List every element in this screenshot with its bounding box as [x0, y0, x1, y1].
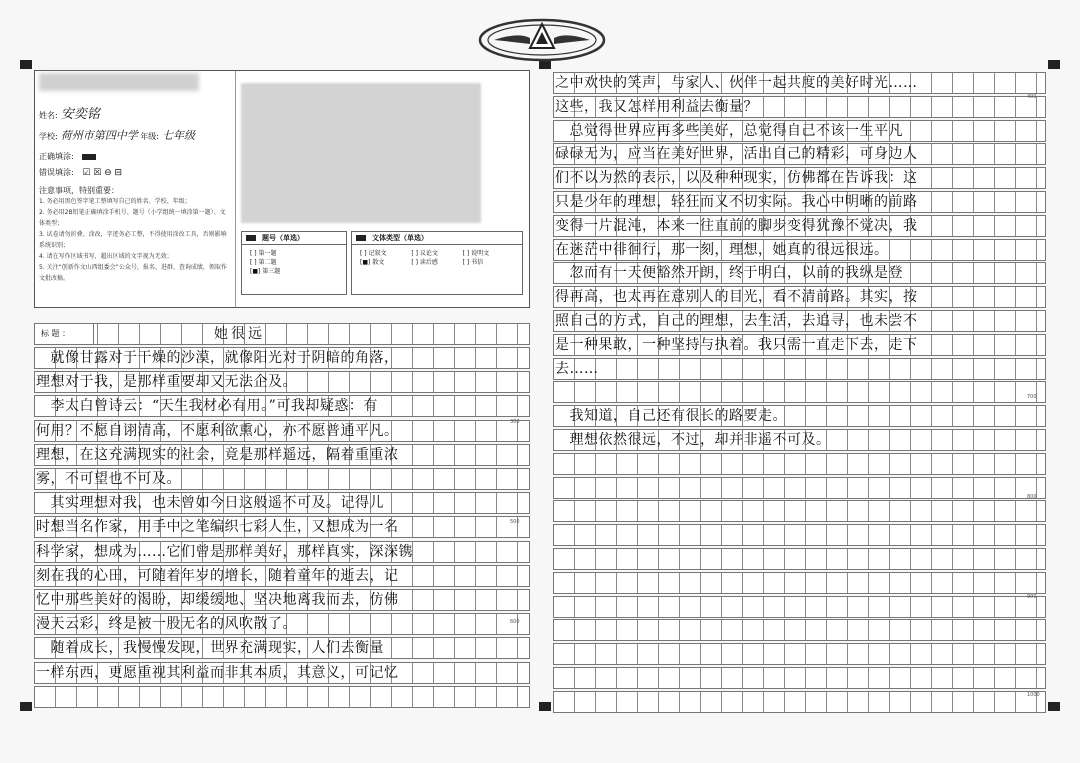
essay-line: 这些，我又怎样用利益去衡量？ [555, 98, 758, 115]
essay-line: 得再高，也太再在意别人的目光，看不清前路。其实，按 [555, 289, 918, 306]
registration-mark [20, 702, 32, 711]
student-info [35, 71, 236, 307]
notice-list [39, 185, 229, 284]
genre-option[interactable]: [ ] 记叙文 [360, 250, 387, 257]
registration-mark [1048, 702, 1060, 711]
word-count: 700 [1027, 394, 1037, 400]
word-count: 300 [510, 419, 520, 425]
genre-option[interactable]: [ ] 读后感 [411, 259, 438, 266]
essay-line: 时想当名作家，用手中之笔编织七彩人生，又想成为一名 [36, 519, 399, 536]
grade-label: 年级: [140, 132, 159, 141]
name-value: 安奕铭 [60, 107, 100, 122]
registration-mark [1048, 60, 1060, 69]
notice-item: 2. 务必用2B铅笔正确填涂手机号、题号（小学组统一填涂第一题）、文体类型； [39, 209, 226, 227]
notice-item: 1. 务必用黑色签字笔工整填写自己的姓名、学校、年级； [39, 198, 191, 205]
topic-option[interactable]: [ ] 第二题 [250, 259, 277, 266]
essay-line: 之中欢快的笑声，与家人、伙伴一起共度的美好时光…… [555, 75, 918, 91]
info-panel [34, 70, 530, 308]
registration-mark [539, 702, 551, 711]
wrong-fill-icons: ☑ ☒ ⊖ ⊟ [82, 168, 123, 178]
fill-correct-row [39, 151, 96, 162]
school-field[interactable] [39, 127, 195, 143]
essay-line: 在迷茫中徘徊行，那一刻，理想，她真的很远很远。 [555, 241, 889, 258]
genre-head: 文体类型（单选） [372, 234, 428, 242]
school-value: 荷州市第四中学 [60, 129, 138, 142]
fill-wrong-label: 错误填涂: [39, 168, 74, 177]
essay-line: 变得一片混沌，本来一往直前的脚步变得犹豫不觉决，我 [555, 217, 918, 234]
essay-line: 理想对于我，是那样重要却又无法企及。 [36, 374, 297, 391]
essay-line: 何用？不愿自诩清高，不愿利欲熏心，亦不愿普通平凡。 [36, 422, 399, 439]
emblem-logo [478, 18, 606, 62]
essay-line: 科学家，想成为……它们曾是那样美好，那样真实，深深镌 [36, 543, 413, 560]
notice-item: 5. 关注“创新作文山西组委会”公众号，报名、进群、查询成绩，领取作文批改稿。 [39, 264, 227, 282]
grid-row [553, 453, 1046, 475]
essay-line: 漫天云彩，终是被一股无名的风吹散了。 [36, 616, 297, 633]
essay-line: 理想，在这充满现实的社会，竟是那样遥远，隔着重重浓 [36, 446, 399, 463]
filled-box-icon [82, 154, 96, 160]
word-count: 900 [1027, 594, 1037, 600]
notice-title: 注意事项，特别重要： [39, 186, 119, 195]
essay-line: 其实理想对我，也未曾如今日这般遥不可及。记得儿 [36, 495, 384, 512]
grade-value: 七年级 [161, 129, 195, 142]
grid-row [34, 686, 530, 708]
word-count: 400 [1027, 94, 1037, 100]
name-label: 姓名: [39, 111, 58, 120]
grid-row [553, 548, 1046, 570]
marker-icon [246, 235, 256, 241]
word-count: 1000 [1027, 692, 1040, 698]
name-field[interactable] [39, 103, 100, 122]
title-grid [34, 323, 530, 345]
essay-line: 忽而有一天便豁然开朗，终于明白，以前的我纵是登 [555, 265, 903, 282]
registration-mark [20, 60, 32, 69]
word-count: 600 [510, 619, 520, 625]
genre-option[interactable]: [■] 散文 [360, 259, 385, 266]
notice-item: 3. 试卷请勿折叠、涂改，字迹务必工整，不得使用涂改工具，否则影响系统识别； [39, 231, 227, 249]
essay-line: 我知道，自己还有很长的路要走。 [555, 408, 787, 425]
topic-option[interactable]: [■] 第三题 [250, 268, 281, 275]
essay-line: 们不以为然的表示，以及种种现实，仿佛都在告诉我：这 [555, 170, 918, 187]
notice-item: 4. 请在写作区域书写，超出区域的文字视为无效； [39, 253, 173, 260]
essay-line: 刻在我的心田，可随着年岁的增长，随着童年的逝去，记 [36, 567, 399, 584]
grid-row [553, 477, 1046, 499]
grid-row [553, 500, 1046, 522]
grid-row [553, 596, 1046, 618]
redacted-barcode-area [241, 83, 481, 223]
word-count: 800 [1027, 494, 1037, 500]
grid-row [553, 524, 1046, 546]
essay-line: 随着成长，我慢慢发现，世界充满现实，人们去衡量 [36, 640, 384, 657]
topic-select-box[interactable] [241, 231, 347, 295]
essay-line: 只是少年的理想，轻狂而又不切实际。我心中明晰的前路 [555, 194, 918, 210]
word-count: 500 [510, 519, 520, 525]
essay-line: 去…… [555, 360, 599, 377]
marker-icon [356, 235, 366, 241]
redacted-area [39, 73, 199, 91]
essay-line: 理想依然很远，不过，却并非遥不可及。 [555, 432, 831, 448]
grid-row [553, 691, 1046, 713]
fill-correct-label: 正确填涂: [39, 152, 74, 161]
essay-line: 雾，不可望也不可及。 [36, 471, 181, 487]
topic-option[interactable]: [ ] 第一题 [250, 250, 277, 257]
school-label: 学校: [39, 132, 58, 141]
essay-line: 李太白曾诗云：“天生我材必有用。”可我却疑惑：有 [36, 398, 378, 415]
essay-line: 就像甘露对于干燥的沙漠，就像阳光对于阴暗的角落， [36, 350, 399, 366]
grid-row [553, 619, 1046, 641]
grid-row [553, 572, 1046, 594]
essay-line: 一样东西，更愿重视其利益而非其本质，其意义，可记忆 [36, 664, 399, 681]
essay-title: 她很远 [214, 326, 265, 342]
genre-option[interactable]: [ ] 书信 [462, 259, 484, 266]
topic-head: 题号（单选） [262, 234, 304, 242]
grid-row [553, 381, 1046, 403]
title-label: 标 题 ： [34, 323, 94, 345]
fill-wrong-row [39, 167, 122, 178]
essay-line: 照自己的方式，自己的理想，去生活，去追寻，也未尝不 [555, 313, 918, 329]
grid-row [553, 667, 1046, 689]
essay-line: 忆中那些美好的渴盼，却缓缓地、坚决地离我而去，仿佛 [36, 592, 399, 608]
genre-select-box[interactable] [351, 231, 523, 295]
essay-line: 是一种果敢，一种坚持与执着。我只需一直走下去，走下 [555, 336, 918, 353]
genre-option[interactable]: [ ] 说明文 [462, 250, 490, 257]
grid-row [553, 643, 1046, 665]
essay-line: 碌碌无为，应当在美好世界，活出自己的精彩，可身边人 [555, 146, 918, 163]
genre-option[interactable]: [ ] 议论文 [411, 250, 438, 257]
title-row [34, 323, 530, 345]
essay-line: 总觉得世界应再多些美好，总觉得自己不该一生平凡 [555, 122, 903, 139]
